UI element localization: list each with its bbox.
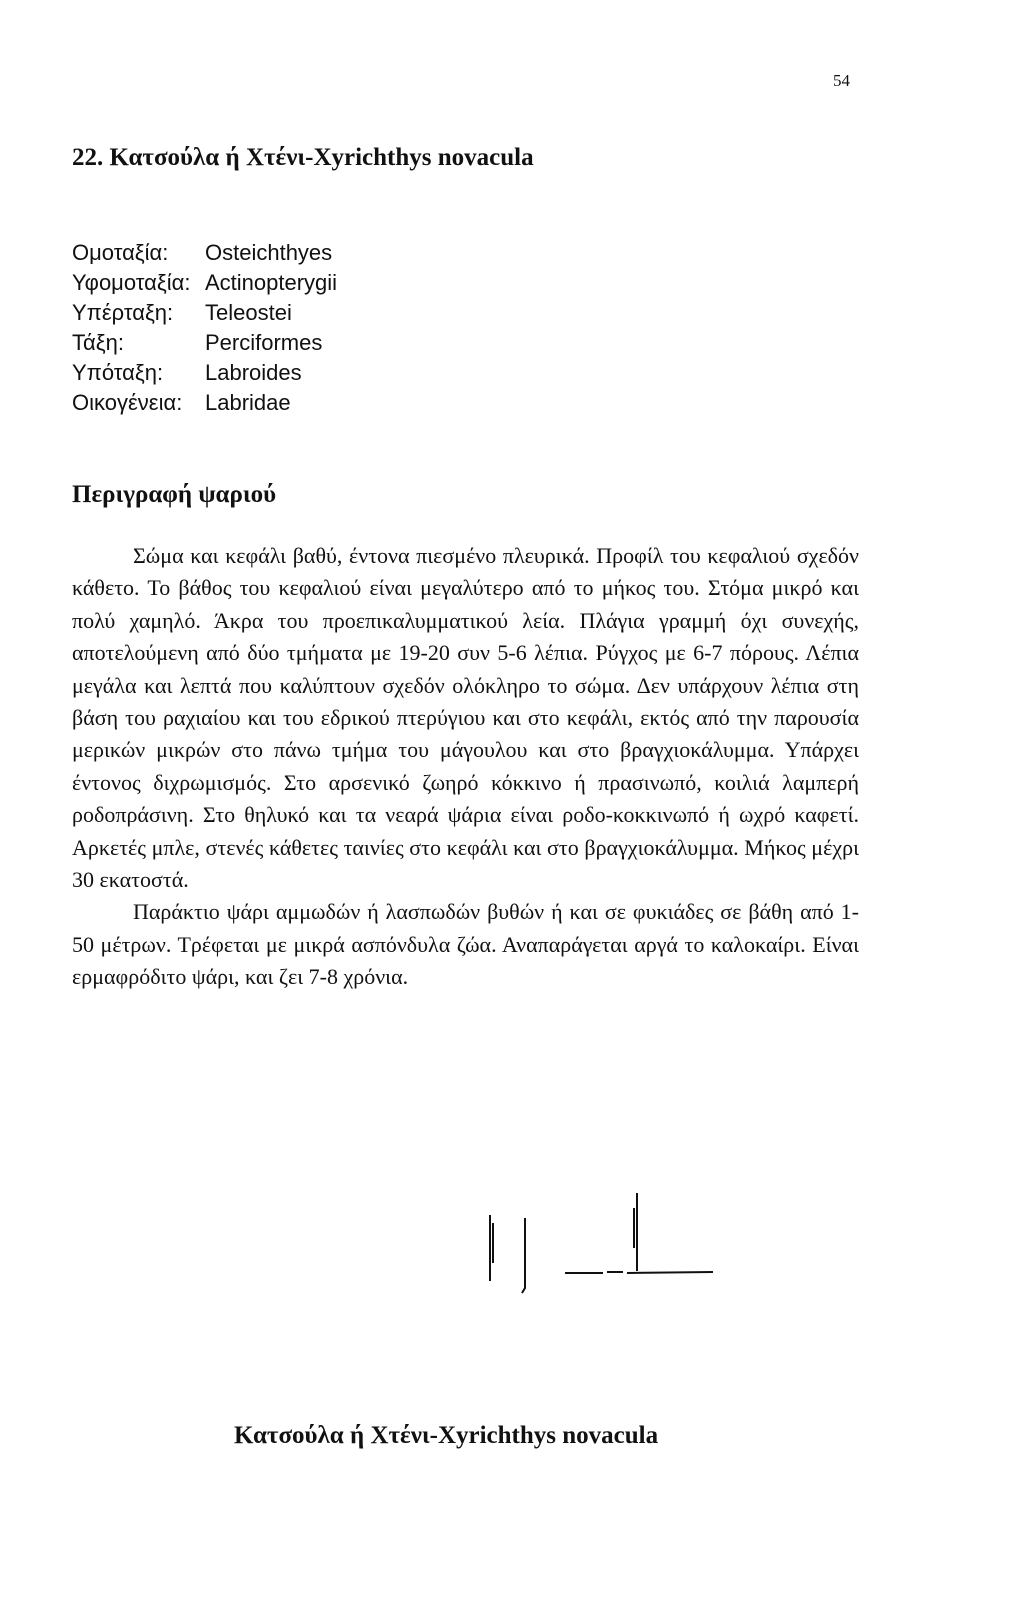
sketch-stroke (565, 1272, 713, 1273)
figure-caption: Κατσούλα ή Χτένι-Xyrichthys novacula (234, 1422, 659, 1449)
taxonomy-rank: Υπέρταξη: (72, 300, 174, 325)
sketch-stroke (522, 1218, 525, 1293)
description-paragraph: Παράκτιο ψάρι αμμωδών ή λασπωδών βυθών ή και σε φυκιάδες σε βάθη από 1-50 μέτρων. Τρέφεται με μικρά ασπόνδυλα ζώα. Αναπαράγεται αργά το καλοκαίρι. Είναι ερμαφρόδιτο ψάρι, και ζει 7-8 χρόνια. (72, 899, 859, 990)
taxonomy-rank: Τάξη: (72, 330, 124, 355)
taxonomy-value: Teleostei (205, 300, 292, 325)
description-body (72, 540, 859, 994)
description-heading: Περιγραφή ψαριού (72, 481, 277, 508)
page-number: 54 (833, 71, 850, 90)
taxonomy-value: Osteichthyes (205, 240, 333, 265)
taxonomy-rank: Οικογένεια: (72, 390, 183, 415)
taxonomy-value: Actinopterygii (205, 270, 338, 295)
taxonomy-rank: Υφομοταξία: (72, 270, 191, 295)
taxonomy-row (72, 238, 337, 268)
taxonomy-row (72, 328, 337, 358)
taxonomy-value: Perciformes (205, 330, 323, 355)
description-paragraph: Σώμα και κεφάλι βαθύ, έντονα πιεσμένο πλευρικά. Προφίλ του κεφαλιού σχεδόν κάθετο. Το βάθος του κεφαλιού είναι μεγαλύτερο από το μήκος του. Στόμα μικρό και πολύ χαμηλό. Άκρα του προεπικαλυμματικού λεία. Πλάγια γραμμή όχι συνεχής, αποτελούμενη από δύο τμήματα με 19-20 συν 5-6 λέπια. Ρύγχος με 6-7 πόρους. Λέπια μεγάλα και λεπτά που καλύπτουν σχεδόν ολόκληρο το σώμα. Δεν υπάρχουν λέπια στη βάση του ραχιαίου και του εδρικού πτερύγιου και στο κεφάλι, εκτός από την παρουσία μερικών μικρών στο πάνω τμήμα του μάγουλου και στο βραγχιοκάλυμμα. Υπάρχει έντονος διχρωμισμός. Στο αρσενικό ζωηρό κόκκινο ή πρασινωπό, κοιλιά λαμπερή ροδοπράσινη. Στο θηλυκό και τα νεαρά ψάρια είναι ροδο-κοκκινωπό ή ωχρό καφετί. Αρκετές μπλε, στενές κάθετες ταινίες στο κεφάλι και στο βραγχιοκάλυμμα. Μήκος μέχρι 30 εκατοστά. (72, 543, 859, 893)
taxonomy-row (72, 358, 337, 388)
taxonomy-rank: Υπόταξη: (72, 360, 164, 385)
taxonomy-table (72, 238, 337, 418)
taxonomy-rank: Ομοταξία: (72, 240, 169, 265)
taxonomy-value: Labroides (205, 360, 302, 385)
taxonomy-row (72, 388, 337, 418)
species-title: 22. Κατσούλα ή Χτένι-Xyrichthys novacula (72, 144, 534, 171)
taxonomy-row (72, 268, 337, 298)
taxonomy-value: Labridae (205, 390, 291, 415)
taxonomy-row (72, 298, 337, 328)
figure-sketch (485, 1193, 725, 1313)
